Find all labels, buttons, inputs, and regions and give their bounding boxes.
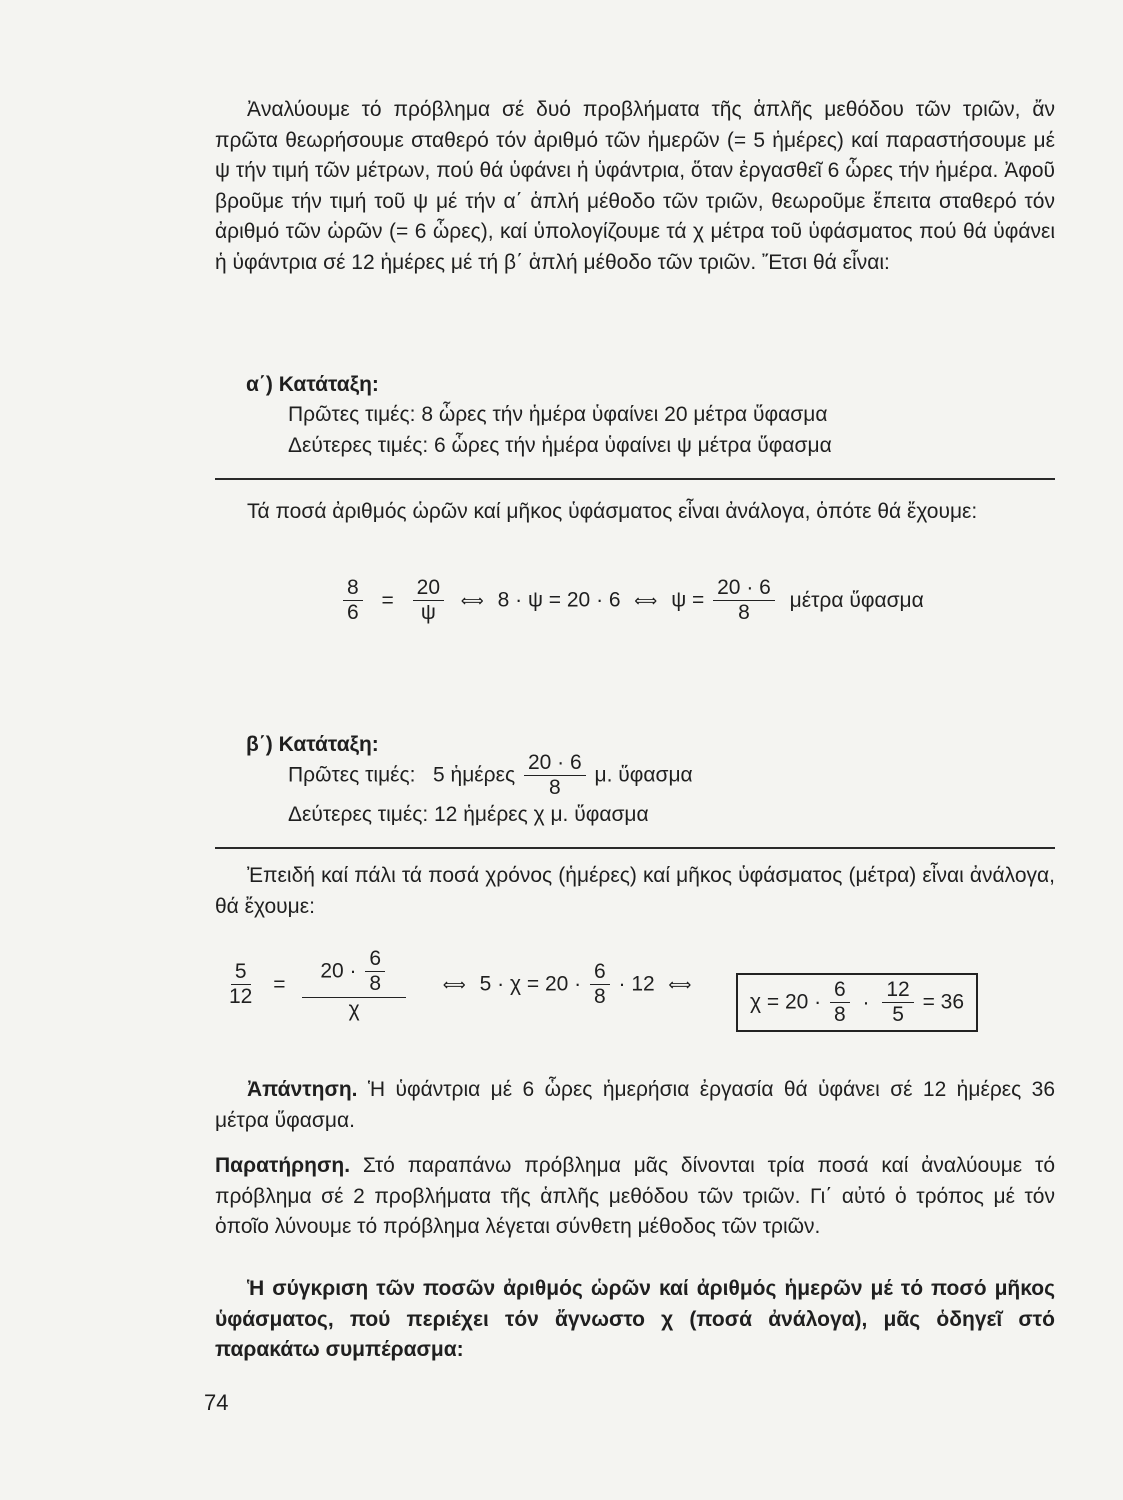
intro-paragraph [215,95,1055,278]
step-a-second-values: Δεύτερες τιμές: 6 ὧρες τήν ἡμέρα ὑφαίνει ψ μέτρα ὕφασμα [288,434,832,457]
answer-label: Ἀπάντηση. [247,1078,358,1101]
remark-text: Στό παραπάνω πρόβλημα μᾶς δίνονται τρία ποσά καί ἀναλύουμε τό πρόβλημα σέ 2 προβλήματα τῆς ἁπλῆς μεθόδου τῶν τριῶν. Γι΄ αὐτό ὁ τρόπος μέ τόν ὁποῖο λύνουμε τό πρόβλημα λέγεται σύνθετη μέθοδος τῶν τριῶν. [215,1154,1055,1238]
boxed-result: χ = 20 · $\frac{6}{8}$ · $\frac{12}{5}$ = 36 [736,973,978,1032]
step-a-first-values: Πρῶτες τιμές: 8 ὧρες τήν ἡμέρα ὑφαίνει 20 μέτρα ὕφασμα [288,403,828,426]
fraction-5-over-12: $\frac{5}{12}$ [229,960,253,1009]
fraction-20-over-psi: $\frac{20}{\psi}$ [413,577,444,624]
equivalence-arrow-icon: ⟺ [460,592,484,610]
intro-text: Ἀναλύουμε τό πρόβλημα σέ δυό προβλήματα τῆς ἁπλῆς μεθόδου τῶν τριῶν, ἄν πρῶτα θεωρήσουμε σταθερό τόν ἀριθμό τῶν ἡμερῶν (= 5 ἡμέρες) καί παραστήσουμε μέ ψ τήν τιμή τῶν μέτρων, πού θά ὑφάνει ἡ ὑφάντρια, ὅταν ἐργασθεῖ 6 ὧρες τήν ἡμέρα. Ἀφοῦ βροῦμε τήν τιμή τοῦ ψ μέ τήν α΄ ἁπλή μέθοδο τῶν τριῶν, θεωροῦμε ἔπειτα σταθερό τόν ἀριθμό τῶν ὡρῶν (= 6 ὧρες), καί ὑπολογίζουμε τά χ μέτρα τοῦ ὑφάσματος πού θά ὑφάνει ἡ ὑφάντρια σέ 12 ἡμέρες μέ τή β΄ ἁπλή μέθοδο τῶν τριῶν. Ἔτσι θά εἶναι: [215,98,1055,274]
fraction-8-over-6: $\frac{8}{6}$ [343,577,363,624]
answer-text: Ἡ ὑφάντρια μέ 6 ὧρες ἡμερήσια ἐργασία θά ὑφάνει σέ 12 ἡμέρες 36 μέτρα ὕφασμα. [215,1078,1055,1132]
equation-a: $\frac{8}{6}$ = $\frac{20}{\psi}$ ⟺ 8 · ψ = 20 · 6 ⟺ ψ = $\frac{20 \cdot 6}{8}$ μέτρα ὕφασμα [340,577,924,624]
answer-paragraph [215,1075,1055,1136]
fraction-step-b: $\frac{20 \cdot 6}{8}$ [524,752,586,799]
proportional-b-paragraph [215,861,1055,922]
divider-b [215,847,1055,849]
remark-label: Παρατήρηση. [215,1154,351,1177]
step-b-second-values: Δεύτερες τιμές: 12 ἡμέρες χ μ. ὕφασμα [288,803,649,826]
compound-fraction: 20 · $\frac{6}{8}$ χ [302,948,406,1021]
step-b-label: β΄) Κατάταξη: [246,733,379,756]
equivalence-arrow-icon: ⟺ [668,976,692,994]
page-number: 74 [204,1390,229,1415]
fraction-20x6-over-8: $\frac{20 \cdot 6}{8}$ [713,577,775,624]
comparison-text: Ἡ σύγκριση τῶν ποσῶν ἀριθμός ὡρῶν καί ἀριθμός ἡμερῶν μέ τό ποσό μῆκος ὑφάσματος, πού περιέχει τόν ἄγνωστο χ (ποσά ἀνάλογα), μᾶς ὁδηγεῖ στό παρακάτω συμπέρασμα: [215,1277,1055,1361]
equivalence-arrow-icon: ⟺ [442,976,466,994]
step-a-label: α΄) Κατάταξη: [246,373,379,396]
divider-a [215,478,1055,480]
comparison-paragraph [215,1274,1055,1366]
remark-paragraph [215,1151,1055,1243]
proportional-a-paragraph [215,497,1055,528]
equivalence-arrow-icon: ⟺ [634,592,658,610]
step-b-first-values: Πρῶτες τιμές: 5 ἡμέρες $\frac{20 \cdot 6}{8}$ μ. ὕφασμα [288,751,693,800]
equation-b: $\frac{5}{12}$ = 20 · $\frac{6}{8}$ χ ⟺ 5 · χ = 20 · $\frac{6}{8}$ · 12 ⟺ [222,948,699,1021]
proportional-b-text: Ἐπειδή καί πάλι τά ποσά χρόνος (ἡμέρες) καί μῆκος ὑφάσματος (μέτρα) εἶναι ἀνάλογα, θά ἔχουμε: [215,864,1055,918]
proportional-a-text: Τά ποσά ἀριθμός ὡρῶν καί μῆκος ὑφάσματος εἶναι ἀνάλογα, ὁπότε θά ἔχουμε: [247,500,978,523]
